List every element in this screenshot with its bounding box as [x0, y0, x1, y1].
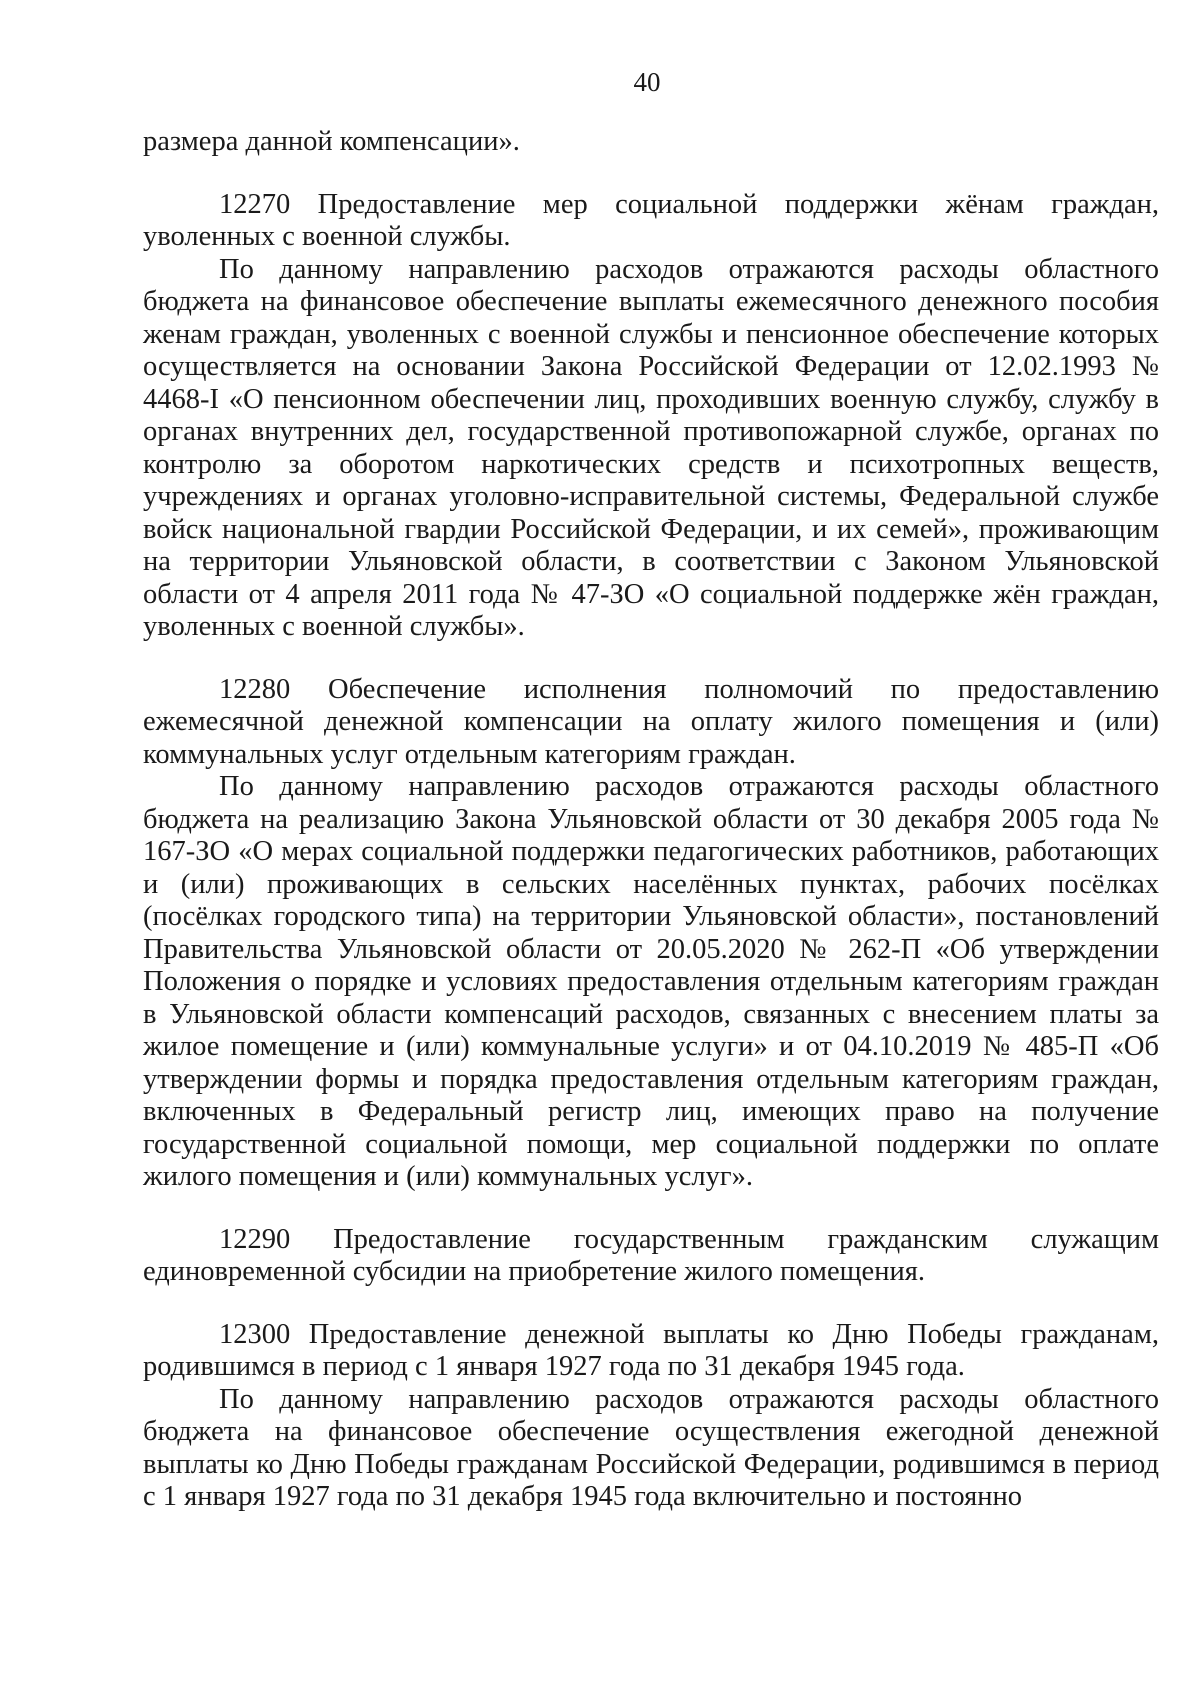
document-body: [143, 126, 1159, 1514]
section-heading-12280: 12280 Обеспечение исполнения полномочий по предоставлению ежемесячной денежной компенсации на оплату жилого помещения и (или) коммунальных услуг отдельным категориям граждан.: [143, 673, 1159, 770]
paragraph-12300-description: По данному направлению расходов отражаются расходы областного бюджета на финансовое обеспечение осуществления ежегодной денежной выплаты ко Дню Победы гражданам Российской Федерации, родившимся в период с 1 января 1927 года по 31 декабря 1945 года включительно и постоянно: [143, 1383, 1159, 1512]
paragraph-12280-description: По данному направлению расходов отражаются расходы областного бюджета на реализацию Закона Ульяновской области от 30 декабря 2005 года № 167-ЗО «О мерах социальной поддержки педагогических работников, работающих и (или) проживающих в сельских населённых пунктах, рабочих посёлках (посёлках городского типа) на территории Ульяновской области», постановлений Правительства Ульяновской области от 20.05.2020 № 262-П «Об утверждении Положения о порядке и условиях предоставления отдельным категориям граждан в Ульяновской области компенсаций расходов, связанных с внесением платы за жилое помещение и (или) коммунальные услуги» и от 04.10.2019 № 485-П «Об утверждении формы и порядка предоставления отдельным категориям граждан, включенных в Федеральный регистр лиц, имеющих право на получение государственной социальной помощи, мер социальной поддержки по оплате жилого помещения и (или) коммунальных услуг».: [143, 771, 1159, 1192]
paragraph-continuation: размера данной компенсации».: [143, 126, 520, 157]
page-number: 40: [633, 67, 661, 97]
paragraph-12270-description: По данному направлению расходов отражаются расходы областного бюджета на финансовое обеспечение выплаты ежемесячного денежного пособия женам граждан, уволенных с военной службы и пенсионное обеспечение которых осуществляется на основании Закона Российской Федерации от 12.02.1993 № 4468-I «О пенсионном обеспечении лиц, проходивших военную службу, службу в органах внутренних дел, государственной противопожарной службе, органах по контролю за оборотом наркотических средств и психотропных веществ, учреждениях и органах уголовно-исправительной системы, Федеральной службе войск национальной гвардии Российской Федерации, и их семей», проживающим на территории Ульяновской области, в соответствии с Законом Ульяновской области от 4 апреля 2011 года № 47-ЗО «О социальной поддержке жён граждан, уволенных с военной службы».: [143, 253, 1159, 642]
section-heading-12300: 12300 Предоставление денежной выплаты ко Дню Победы гражданам, родившимся в период с 1 января 1927 года по 31 декабря 1945 года.: [143, 1318, 1159, 1382]
section-heading-12270: 12270 Предоставление мер социальной поддержки жёнам граждан, уволенных с военной службы.: [143, 188, 1159, 252]
section-heading-12290: 12290 Предоставление государственным гражданским служащим единовременной субсидии на приобретение жилого помещения.: [143, 1223, 1159, 1287]
